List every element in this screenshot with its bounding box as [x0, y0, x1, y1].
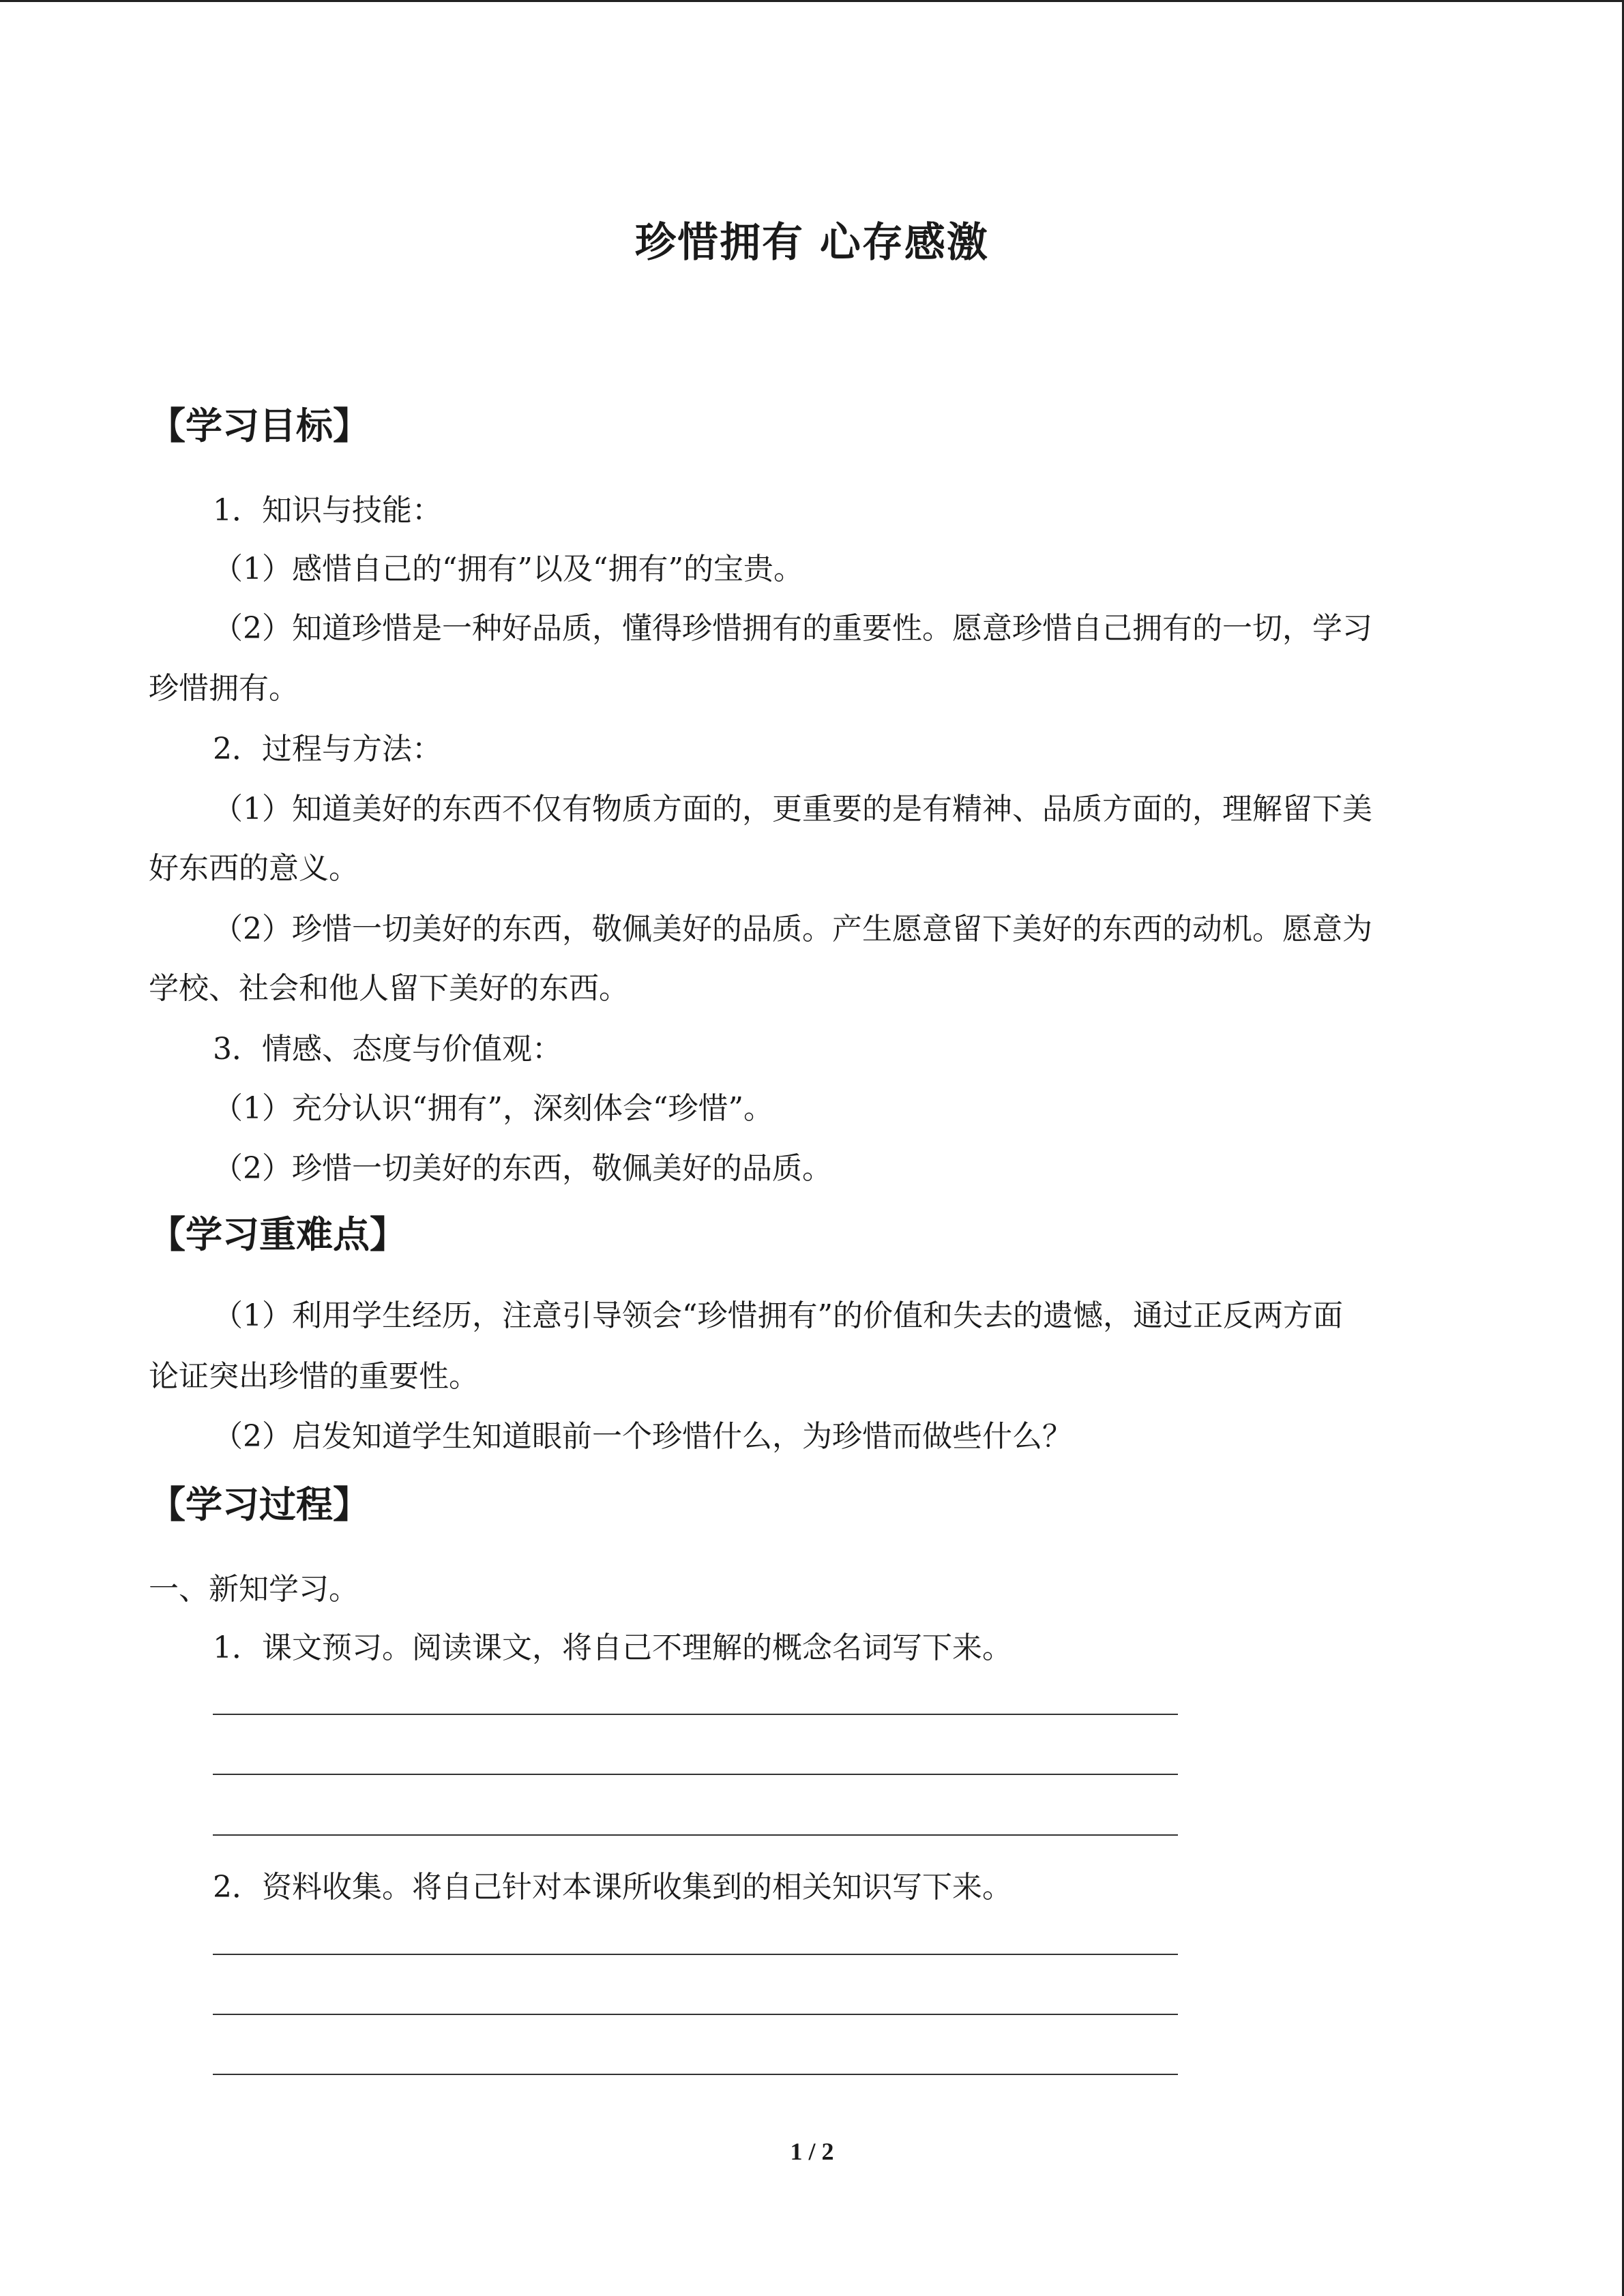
section-heading-key-points: 【学习重难点】: [149, 1213, 407, 1256]
goal-2-item-2-line-1: （2）珍惜一切美好的东西，敬佩美好的品质。产生愿意留下美好的东西的动机。愿意为: [213, 912, 1372, 946]
section-heading-process: 【学习过程】: [149, 1483, 370, 1526]
answer-line[interactable]: [213, 2074, 1178, 2075]
goal-2-item-1-line-2: 好东西的意义。: [149, 851, 359, 886]
goal-3-item-1: （1）充分认识“拥有”，深刻体会“珍惜”。: [213, 1091, 773, 1126]
page-number: 1 / 2: [790, 2138, 834, 2165]
goal-1-heading: 1．知识与技能：: [213, 493, 442, 528]
goal-1-item-2-line-2: 珍惜拥有。: [149, 671, 299, 706]
answer-line[interactable]: [213, 1714, 1178, 1715]
goal-2-heading: 2．过程与方法：: [213, 732, 442, 766]
goal-3-item-2: （2）珍惜一切美好的东西，敬佩美好的品质。: [213, 1151, 832, 1186]
process-item-1: 1．课文预习。阅读课文，将自己不理解的概念名词写下来。: [213, 1630, 1012, 1665]
section-heading-goals: 【学习目标】: [149, 404, 370, 447]
answer-line[interactable]: [213, 1954, 1178, 1955]
goal-3-heading: 3．情感、态度与价值观：: [213, 1032, 562, 1067]
page-border-top: [0, 0, 1624, 2]
goal-1-item-1: （1）感惜自己的“拥有”以及“拥有”的宝贵。: [213, 552, 803, 586]
process-part-1: 一、新知学习。: [149, 1572, 359, 1607]
key-point-1-line-1: （1）利用学生经历，注意引导领会“珍惜拥有”的价值和失去的遗憾，通过正反两方面: [213, 1298, 1343, 1333]
answer-line[interactable]: [213, 1834, 1178, 1836]
answer-line[interactable]: [213, 2014, 1178, 2015]
goal-1-item-2-line-1: （2）知道珍惜是一种好品质，懂得珍惜拥有的重要性。愿意珍惜自己拥有的一切，学习: [213, 611, 1372, 646]
page-title: 珍惜拥有 心存感激: [635, 219, 989, 267]
process-item-2: 2．资料收集。将自己针对本课所收集到的相关知识写下来。: [213, 1870, 1012, 1905]
answer-line[interactable]: [213, 1774, 1178, 1775]
goal-2-item-1-line-1: （1）知道美好的东西不仅有物质方面的，更重要的是有精神、品质方面的，理解留下美: [213, 792, 1372, 826]
key-point-1-line-2: 论证突出珍惜的重要性。: [149, 1359, 479, 1394]
goal-2-item-2-line-2: 学校、社会和他人留下美好的东西。: [149, 971, 629, 1006]
key-point-2: （2）启发知道学生知道眼前一个珍惜什么，为珍惜而做些什么？: [213, 1419, 1072, 1454]
